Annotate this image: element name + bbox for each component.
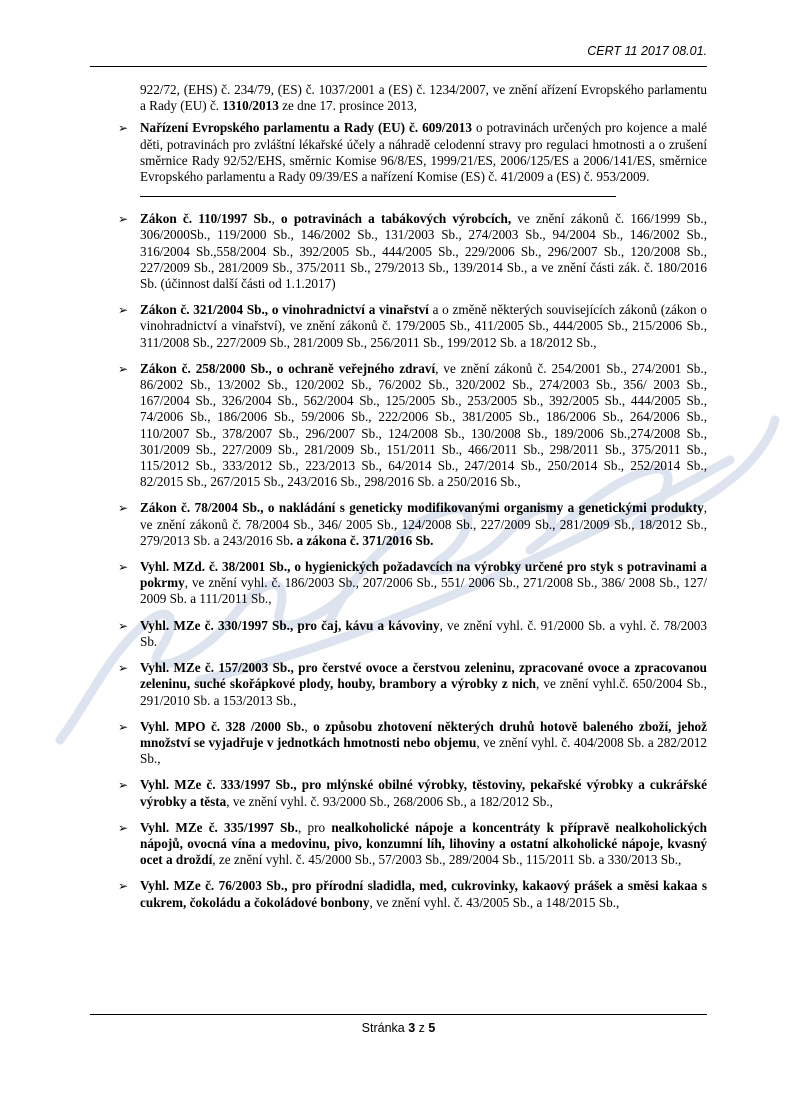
intro-continuation: 922/72, (EHS) č. 234/79, (ES) č. 1037/2001 a (ES) č. 1234/2007, ve znění ařízení Evropského parlamentu a Rady (EU) č. 1310/2013 ze dne 17. prosince 2013, bbox=[140, 82, 707, 114]
arrow-bullet-icon: ➢ bbox=[118, 212, 129, 227]
arrow-bullet-icon: ➢ bbox=[118, 361, 129, 376]
page-footer: Stránka 3 z 5 bbox=[90, 1014, 707, 1035]
current-page: 3 bbox=[408, 1021, 416, 1035]
arrow-bullet-icon: ➢ bbox=[118, 661, 129, 676]
arrow-bullet-icon: ➢ bbox=[118, 501, 129, 516]
list-item: ➢ Zákon č. 110/1997 Sb., o potravinách a tabákových výrobcích, ve znění zákonů č. 166/1999 Sb., 306/2000Sb., 119/2000 Sb., 146/2002 Sb., 131/2003 Sb., 274/2003 Sb., 94/2004 Sb., 146/2002 Sb., 316/2004 Sb.,558/2004 Sb., 392/2005 Sb., 444/2005 Sb., 229/2006 Sb., 296/2007 Sb., 120/2008 Sb., 227/2009 Sb., 281/2009 Sb., 375/2011 Sb., 279/2013 Sb., 139/2014 Sb., a ve znění části zák. č. 180/2016 Sb. (účinnost další části od 1.1.2017) bbox=[118, 211, 707, 292]
total-pages: 5 bbox=[428, 1021, 436, 1035]
list-item: ➢ Zákon č. 258/2000 Sb., o ochraně veřejného zdraví, ve znění zákonů č. 254/2001 Sb., 274/2001 Sb., 86/2002 Sb., 13/2002 Sb., 120/2002 Sb., 76/2002 Sb., 320/2002 Sb., 274/2003 Sb., 356/ 2003 Sb., 167/2004 Sb., 326/2004 Sb., 562/2004 Sb., 125/2005 Sb., 253/2005 Sb., 392/2005 Sb., 444/2005 Sb., 74/2006 Sb., 186/2006 Sb., 59/2006 Sb., 222/2006 Sb., 381/2005 Sb., 186/2006 Sb., 264/2006 Sb., 110/2007 Sb., 378/2007 Sb., 296/2007 Sb., 124/2008 Sb., 130/2008 Sb., 189/2006 Sb.,274/2008 Sb., 301/2009 Sb., 227/2009 Sb., 281/2009 Sb., 151/2011 Sb., 466/2011 Sb., 298/2011 Sb., 375/2011 Sb., 115/2012 Sb., 333/2012 Sb., 223/2013 Sb., 64/2014 Sb., 247/2014 Sb., 250/2014 Sb., 252/2014 Sb., 82/2015 Sb., 267/2015 Sb., 243/2016 Sb., 298/2016 Sb. a 250/2016 Sb., bbox=[118, 360, 707, 490]
page-header bbox=[90, 44, 707, 67]
arrow-bullet-icon: ➢ bbox=[118, 719, 129, 734]
list-item: ➢ Vyhl. MZe č. 333/1997 Sb., pro mlýnské obilné výrobky, těstoviny, pekařské výrobky a cukrářské výrobky a těsta, ve znění vyhl. č. 93/2000 Sb., 268/2006 Sb., a 182/2012 Sb., bbox=[118, 777, 707, 809]
list-item: ➢ Vyhl. MZe č. 335/1997 Sb., pro nealkoholické nápoje a koncentráty k přípravě nealkoholických nápojů, ovocná vína a medovinu, pivo, konzumní líh, lihoviny a ostatní alkoholické nápoje, kvasný ocet a droždí, ze znění vyhl. č. 45/2000 Sb., 57/2003 Sb., 289/2004 Sb., 115/2011 Sb. a 330/2013 Sb., bbox=[118, 819, 707, 868]
list-item: ➢ Vyhl. MZe č. 330/1997 Sb., pro čaj, kávu a kávoviny, ve znění vyhl. č. 91/2000 Sb. a vyhl. č. 78/2003 Sb. bbox=[118, 617, 707, 649]
list-item: ➢ Vyhl. MZe č. 157/2003 Sb., pro čerstvé ovoce a čerstvou zeleninu, zpracované ovoce a zpracovanou zeleninu, suché skořápkové plody, houby, brambory a výrobky z nich, ve znění vyhl.č. 650/2004 Sb., 291/2010 Sb. a 153/2013 Sb., bbox=[118, 660, 707, 708]
list-item: ➢ Zákon č. 78/2004 Sb., o nakládání s geneticky modifikovanými organismy a genetickými produkty, ve znění zákonů č. 78/2004 Sb., 346/ 2005 Sb., 124/2008 Sb., 227/2009 Sb., 281/2009 Sb., 18/2012 Sb., 279/2013 Sb. a 243/2016 Sb. a zákona č. 371/2016 Sb. bbox=[118, 500, 707, 548]
arrow-bullet-icon: ➢ bbox=[118, 121, 129, 136]
list-item-eu-609: ➢ Nařízení Evropského parlamentu a Rady (EU) č. 609/2013 o potravinách určených pro kojence a malé děti, potravinách pro zvláštní lékařské účely a náhradě celodenní stravy pro regulaci hmotnosti a o zrušení směrnice Rady 92/52/EHS, směrnic Komise 96/8/ES, 1999/21/ES, 2006/125/ES a 2006/141/ES, směrnice Evropského parlamentu a Rady 09/39/ES a nařízení Komise (ES) č. 41/2009 a (ES) č. 953/2009. bbox=[118, 120, 707, 185]
arrow-bullet-icon: ➢ bbox=[118, 879, 129, 894]
arrow-bullet-icon: ➢ bbox=[118, 560, 129, 575]
divider bbox=[140, 196, 616, 197]
document-body bbox=[118, 82, 707, 921]
arrow-bullet-icon: ➢ bbox=[118, 618, 129, 633]
header-text: CERT 11 2017 08.01. bbox=[587, 44, 707, 58]
list-item: ➢ Vyhl. MZe č. 76/2003 Sb., pro přírodní sladidla, med, cukrovinky, kakaový prášek a směsi kakaa s cukrem, čokoládu a čokoládové bonbony, ve znění vyhl. č. 43/2005 Sb., a 148/2015 Sb., bbox=[118, 878, 707, 910]
legislation-list bbox=[118, 211, 707, 911]
list-item: ➢ Zákon č. 321/2004 Sb., o vinohradnictví a vinařství a o změně některých souvisejících zákonů (zákon o vinohradnictví a vinařství), ve znění zákonů č. 179/2005 Sb., 411/2005 Sb., 444/2005 Sb., 215/2006 Sb., 311/2008 Sb., 227/2009 Sb., 281/2009 Sb., 256/2011 Sb., 199/2012 Sb. a 18/2012 Sb., bbox=[118, 302, 707, 350]
arrow-bullet-icon: ➢ bbox=[118, 303, 129, 318]
arrow-bullet-icon: ➢ bbox=[118, 820, 129, 835]
list-item: ➢ Vyhl. MPO č. 328 /2000 Sb., o způsobu zhotovení některých druhů hotově baleného zboží, jehož množství se vyjadřuje v jednotkách hmotnosti nebo objemu, ve znění vyhl. č. 404/2008 Sb. a 282/2012 Sb., bbox=[118, 718, 708, 767]
list-item: ➢ Vyhl. MZd. č. 38/2001 Sb., o hygienických požadavcích na výrobky určené pro styk s potravinami a pokrmy, ve znění vyhl. č. 186/2003 Sb., 207/2006 Sb., 551/ 2006 Sb., 271/2008 Sb., 386/ 2008 Sb., 127/ 2009 Sb. a 111/2011 Sb., bbox=[118, 559, 707, 607]
arrow-bullet-icon: ➢ bbox=[118, 778, 129, 793]
